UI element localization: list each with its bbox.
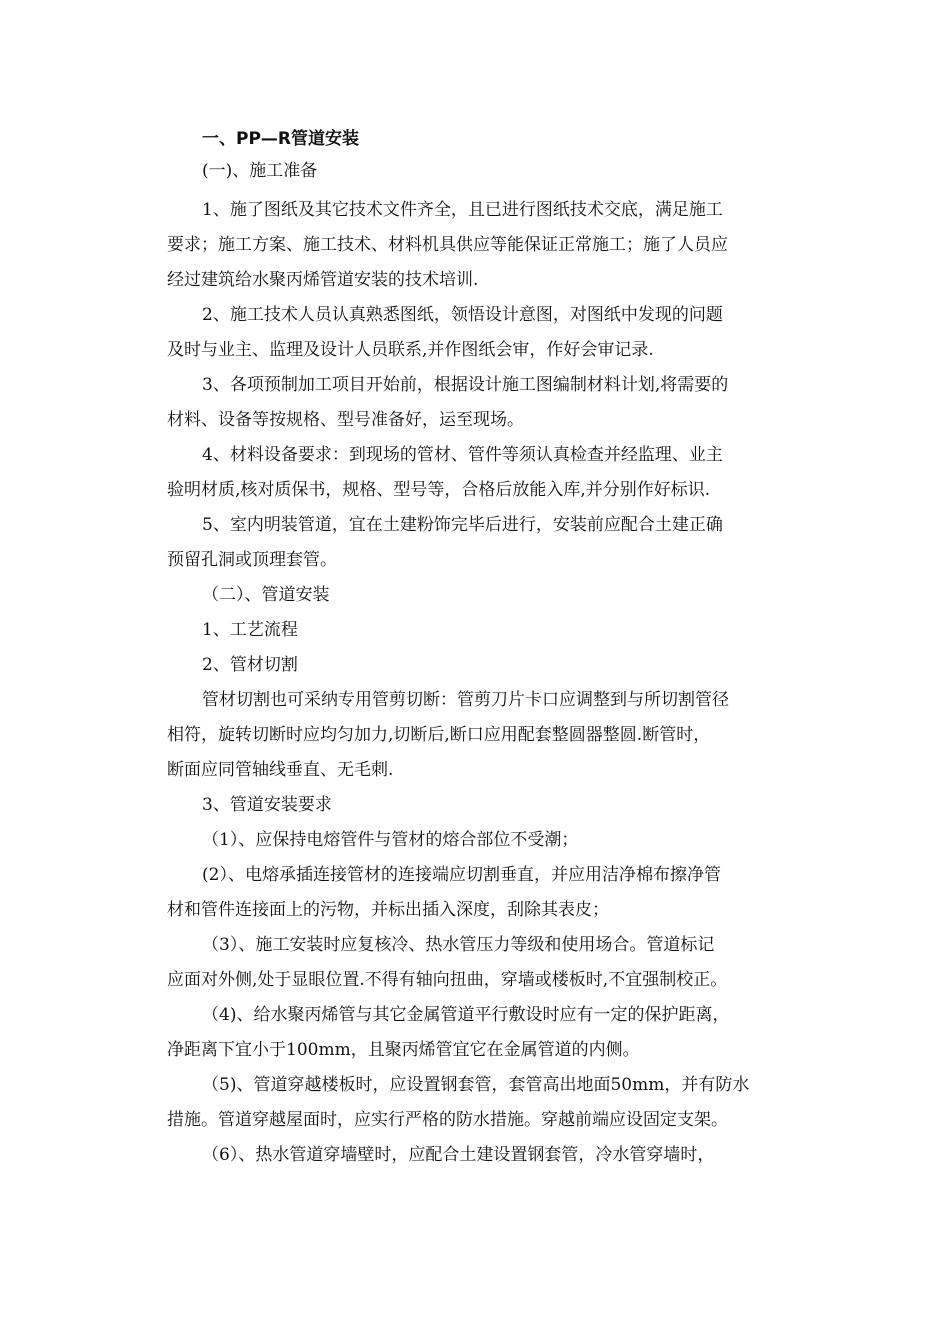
paragraph-line: 5、室内明装管道，宜在土建粉饰完毕后进行，安装前应配合土建正确: [202, 515, 723, 535]
paragraph-line: 验明材质,核对质保书，规格、型号等，合格后放能入库,并分别作好标识.: [167, 480, 711, 500]
subsection-heading: （二）、管道安装: [202, 585, 330, 605]
paragraph-line: 管材切割也可采纳专用管剪切断：管剪刀片卡口应调整到与所切割管径: [202, 690, 729, 710]
paragraph-line: 预留孔洞或顶理套管。: [167, 550, 337, 570]
paragraph-line: 材和管件连接面上的污物，并标出插入深度，刮除其表皮；: [167, 900, 609, 920]
paragraph-line: 4、材料设备要求：到现场的管材、管件等须认真检查并经监理、业主: [202, 445, 723, 465]
paragraph-line: 3、各项预制加工项目开始前，根据设计施工图编制材料计划,将需要的: [202, 375, 729, 395]
paragraph-line: 要求；施工方案、施工技术、材料机具供应等能保证正常施工；施了人员应: [167, 235, 728, 255]
section-heading: 一、PP—R管道安装: [202, 129, 360, 149]
paragraph-line: 2、管材切割: [202, 655, 298, 675]
paragraph-line: 相符，旋转切断时应均匀加力,切断后,断口应用配套整圆器整圆.断管时，: [167, 725, 711, 745]
paragraph-line: 应面对外侧,处于显眼位置.不得有轴向扭曲，穿墙或楼板时,不宜强制校正。: [167, 970, 728, 990]
paragraph-line: 及时与业主、监理及设计人员联系,并作图纸会审，作好会审记录.: [167, 340, 654, 360]
paragraph-line: （5)、管道穿越楼板时，应设置钢套管，套管高出地面50mm，并有防水: [202, 1075, 750, 1095]
paragraph-line: （6）、热水管道穿墙壁时，应配合土建设置钢套管，冷水管穿墙时，: [202, 1145, 715, 1165]
paragraph-line: （1）、应保持电熔管件与管材的熔合部位不受潮；: [202, 830, 579, 850]
paragraph-line: （3）、施工安装时应复核冷、热水管压力等级和使用场合。管道标记: [202, 935, 715, 955]
subsection-heading: (一)、施工准备: [202, 161, 318, 181]
paragraph-line: (2）、电熔承插连接管材的连接端应切割垂直，并应用洁净棉布擦净管: [202, 865, 721, 885]
paragraph-line: 净距离下宜小于100mm，且聚丙烯管宜它在金属管道的内侧。: [167, 1040, 640, 1060]
paragraph-line: 材料、设备等按规格、型号准备好，运至现场。: [167, 410, 524, 430]
paragraph-line: 经过建筑给水聚丙烯管道安装的技术培训.: [167, 270, 479, 290]
paragraph-line: （4)、给水聚丙烯管与其它金属管道平行敷设时应有一定的保护距离，: [202, 1005, 730, 1025]
paragraph-line: 2、施工技术人员认真熟悉图纸，领悟设计意图，对图纸中发现的问题: [202, 305, 723, 325]
paragraph-line: 断面应同管轴线垂直、无毛刺.: [167, 760, 394, 780]
paragraph-line: 1、工艺流程: [202, 620, 298, 640]
paragraph-line: 措施。管道穿越屋面时，应实行严格的防水措施。穿越前端应设固定支架。: [167, 1110, 728, 1130]
paragraph-line: 3、管道安装要求: [202, 795, 332, 815]
paragraph-line: 1、施了图纸及其它技术文件齐全，且已进行图纸技术交底，满足施工: [202, 200, 723, 220]
